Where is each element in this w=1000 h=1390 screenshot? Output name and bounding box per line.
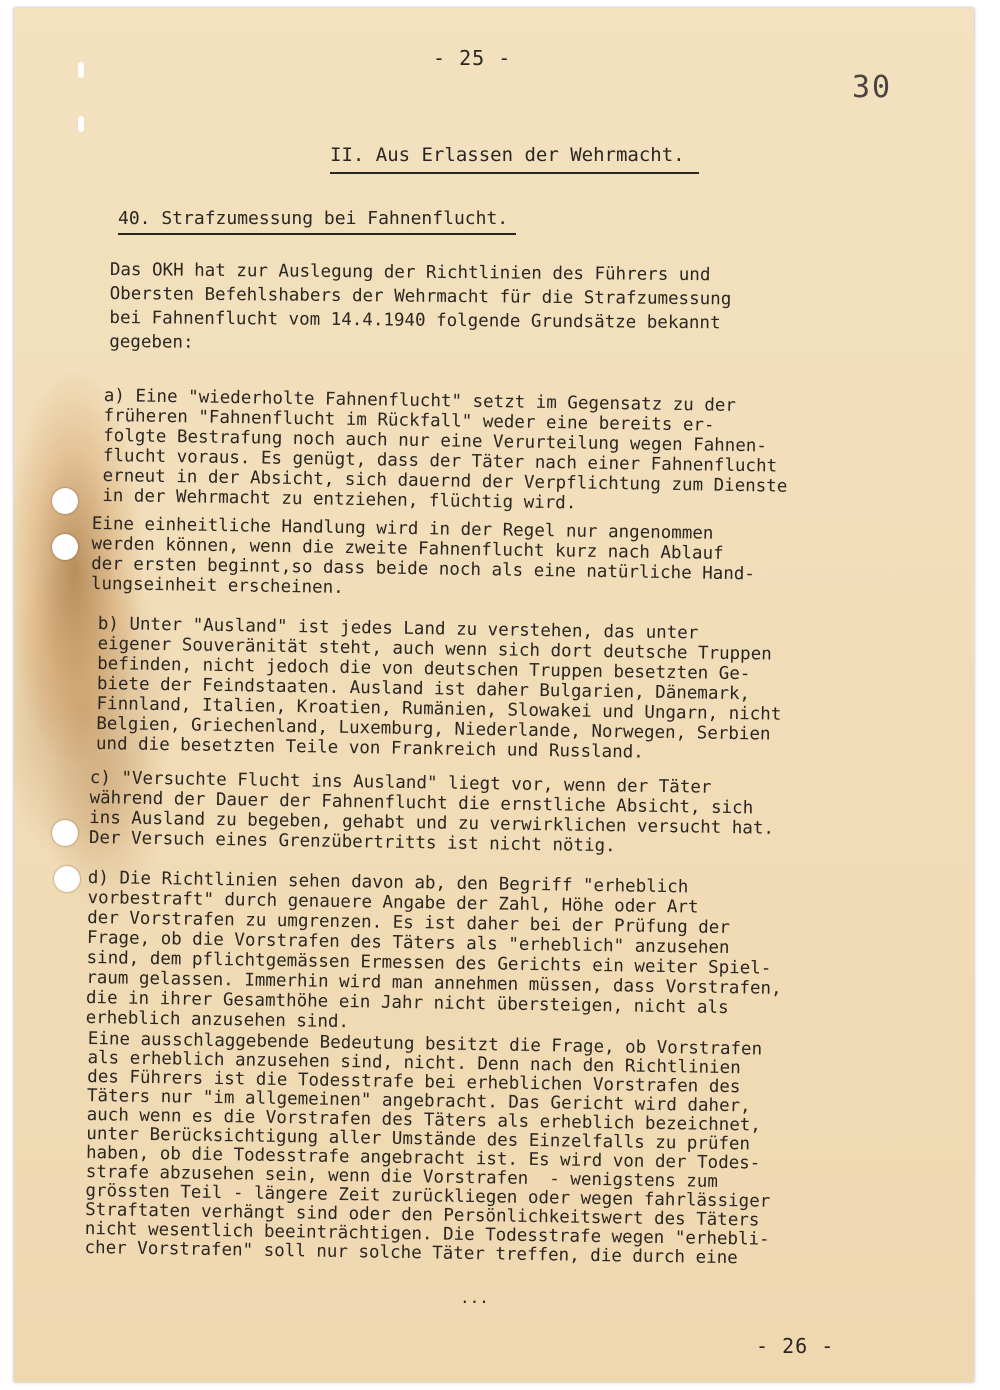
next-page-reference: - 26 - <box>756 1334 835 1358</box>
folio-number: 30 <box>852 70 893 105</box>
paragraph-e: Eine ausschlaggebende Bedeutung besitzt die Frage, ob Vorstrafen als erheblich anzusehen sind, nicht. Denn nach den Richtlinien des Führers ist die Todesstrafe bei erheblichen Vorstrafen des Täters nur "im allgemeinen" angebracht. Das Gericht wird daher, auch wenn es die Vorstrafen des Täters als erheblich bezeichnet, unter Berücksichtigung aller Umstände des Einzelfalls zu prüfen haben, ob die Todesstrafe angebracht ist. Es wird von der Todes- strafe abzusehen sein, wenn die Vorstrafen - wenigstens zum grössten Teil - längere Zeit zurückliegen oder wegen fahrlässiger Straftaten verhängt sind oder den Persönlichkeitswert des Täters nicht wesentlich beeinträchtigen. Die Todesstrafe wegen "erhebli- cher Vorstrafen" soll nur solche Täter treffen, die durch eine <box>84 1029 771 1269</box>
paragraph-d: d) Die Richtlinien sehen davon ab, den Begriff "erheblich vorbestraft" durch genauere Angabe der Zahl, Höhe oder Art der Vorstrafen zu umgrenzen. Es ist daher bei der Prüfung der Frage, ob die Vorstrafen des Täters als "erheblich" anzusehen sind, dem pflichtgemässen Ermessen des Gerichts ein weiter Spiel- raum gelassen. Immerhin wird man annehmen müssen, dass Vorstrafen, die in ihrer Gesamthöhe ein Jahr nicht übersteigen, nicht als erheblich anzusehen sind. <box>85 868 782 1033</box>
section-heading: II. Aus Erlassen der Wehrmacht. <box>330 144 699 174</box>
punch-hole <box>52 488 78 514</box>
paragraph-a: a) Eine "wiederholte Fahnenflucht" setzt im Gegensatz zu der früheren "Fahnenflucht im Rückfall" weder eine bereits er- folgte Bestrafung noch auch nur eine Verurteilung wegen Fahnen- flucht voraus. Es genügt, dass der Täter nach einer Fahnenflucht erneut in der Absicht, sich dauernd der Verpflichtung zum Dienste in der Wehrmacht zu entziehen, flüchtig wird. <box>102 386 788 514</box>
punch-hole <box>54 866 80 892</box>
punch-hole <box>52 534 78 560</box>
page-number: - 25 - <box>433 46 512 70</box>
binding-mark <box>78 62 84 78</box>
punch-hole <box>52 820 78 846</box>
subheading: 40. Strafzumessung bei Fahnenflucht. <box>118 208 516 235</box>
paragraph-a-continued: Eine einheitliche Handlung wird in der Regel nur angenommen werden können, wenn die zweite Fahnenflucht kurz nach Ablauf der ersten beginnt,so dass beide noch als eine natürliche Hand- lungseinheit erscheinen. <box>90 514 756 598</box>
paragraph-c: c) "Versuchte Flucht ins Ausland" liegt vor, wenn der Täter während der Dauer der Fahnenflucht die ernstliche Absicht, sich ins Ausland zu begeben, gehabt und zu verwirklichen versucht hat. Der Versuch eines Grenzübertritts ist nicht nötig. <box>88 768 775 857</box>
footer-dots: ... <box>460 1288 489 1307</box>
paragraph-b: b) Unter "Ausland" ist jedes Land zu verstehen, das unter eigener Souveränität steht, auch wenn sich dort deutsche Truppen befinden, nicht jedoch die von deutschen Truppen besetzten Ge- biete der Feindstaaten. Ausland ist daher Bulgarien, Dänemark, Finnland, Italien, Kroatien, Rumänien, Slowakei und Ungarn, nicht Belgien, Griechenland, Luxemburg, Niederlande, Norwegen, Serbien und die besetzten Teile von Frankreich und Russland. <box>95 614 782 763</box>
intro-paragraph: Das OKH hat zur Auslegung der Richtlinien des Führers und Obersten Befehlshabers der Wehrmacht für die Strafzumessung bei Fahnenflucht vom 14.4.1940 folgende Grundsätze bekannt gegeben: <box>109 259 732 353</box>
binding-mark <box>78 116 84 132</box>
